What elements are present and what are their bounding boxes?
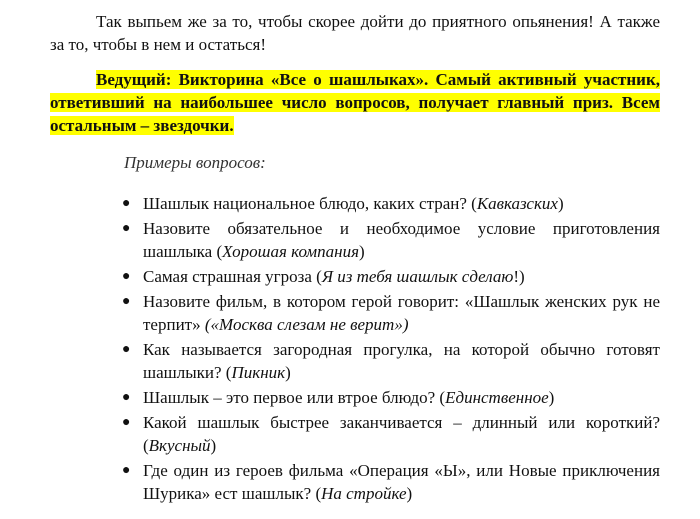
answer-close: ) (548, 388, 555, 407)
answer-text: Пикник (231, 363, 286, 382)
question-item (50, 338, 660, 384)
question-item (50, 290, 660, 336)
intro-paragraph: Так выпьем же за то, чтобы скорее дойти до приятного опьянения! А также за то, чтобы в нем и остаться! (50, 12, 660, 54)
answer-text: Единственное (445, 388, 549, 407)
answer-open: ( (143, 436, 149, 455)
answer-text: Вкусный (148, 436, 211, 455)
host-announcement-paragraph (50, 68, 660, 137)
question-text: Шашлык национальное блюдо, каких стран? (143, 194, 467, 213)
answer-text: Кавказских (476, 194, 558, 213)
bullet-icon: ● (122, 221, 131, 236)
question-text: Назовите фильм, в котором герой говорит: «Шашлык женских рук не терпит» (143, 292, 660, 334)
answer-text: Хорошая компания (222, 242, 359, 261)
answer-open: ( (311, 267, 322, 286)
answer-close: ) (358, 242, 365, 261)
answer-open: ( (435, 388, 446, 407)
answer-close: ) (285, 363, 291, 382)
question-text: Назовите обязательное и необходимое условие приготовления шашлыка (143, 219, 660, 261)
question-text: Шашлык – это первое или втрое блюдо? (143, 388, 436, 407)
question-item (50, 459, 660, 505)
bullet-icon: ● (122, 269, 131, 284)
answer-open: ( (311, 484, 322, 503)
bullet-icon: ● (122, 342, 131, 357)
question-item (50, 217, 660, 263)
question-item (50, 192, 660, 215)
answer-close: ) (210, 436, 217, 455)
answer-close: ) (557, 194, 564, 213)
answer-text: На стройке (321, 484, 407, 503)
bullet-icon: ● (122, 390, 131, 405)
answer-close: !) (513, 267, 525, 286)
host-announcement-highlight: Ведущий: Викторина «Все о шашлыках». Самый активный участник, ответивший на наибольшее число вопросов, получает главный приз. Всем остальным – звездочки. (50, 70, 660, 135)
document-page (50, 10, 660, 507)
question-item (50, 386, 660, 409)
bullet-icon: ● (122, 463, 131, 478)
bullet-icon: ● (122, 294, 131, 309)
examples-heading: Примеры вопросов: (124, 153, 266, 172)
question-list (50, 192, 660, 505)
answer-open: ( (221, 363, 232, 382)
answer-open: ( (466, 194, 477, 213)
question-item (50, 265, 660, 288)
question-text: Какой шашлык быстрее заканчивается – длинный или короткий? (143, 413, 660, 432)
bullet-icon: ● (122, 415, 131, 430)
question-text: Как называется загородная прогулка, на которой обычно готовят шашлыки? (143, 340, 660, 382)
question-text: Самая страшная угроза (143, 267, 312, 286)
answer-open: ( (212, 242, 223, 261)
answer-close: ) (406, 484, 413, 503)
question-item (50, 411, 660, 457)
answer-text: («Москва слезам не верит») (204, 315, 409, 334)
answer-text: Я из тебя шашлык сделаю (321, 267, 514, 286)
question-text: Где один из героев фильма «Операция «Ы», или Новые приключения Шурика» ест шашлык? (143, 461, 660, 503)
bullet-icon: ● (122, 196, 131, 211)
